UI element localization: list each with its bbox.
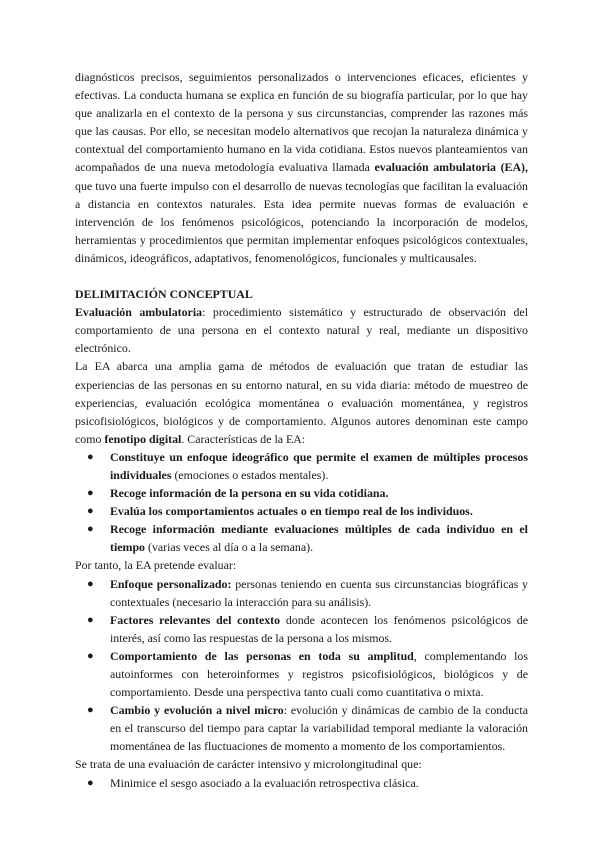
- bullet-icon: ●: [87, 450, 94, 463]
- section-heading: DELIMITACIÓN CONCEPTUAL: [75, 287, 253, 302]
- bullet-icon: ●: [87, 704, 94, 717]
- list-item: [75, 701, 528, 755]
- aims-list: [75, 575, 528, 756]
- definition-text: : procedimiento sistemático y estructurado de observación del comportamiento de una persona en el contexto natural y real, mediante un dispositivo electrónico.: [75, 305, 528, 356]
- type-list: [75, 774, 528, 792]
- bullet-icon: ●: [87, 613, 94, 626]
- list-item-bold: Factores relevantes del contexto: [110, 612, 281, 627]
- list-item-bold: Comportamiento de las personas en toda su amplitud: [110, 648, 414, 663]
- list-item: [75, 611, 528, 647]
- list-item-bold: Recoge información mediante evaluaciones múltiples de cada individuo en el tiempo: [110, 522, 528, 555]
- list-item-text: donde acontecen los fenómenos psicológicos de interés, así como las respuestas de la persona a los mismos.: [110, 612, 528, 645]
- bullet-icon: ●: [87, 577, 94, 590]
- bullet-icon: ●: [87, 776, 94, 789]
- definition-term: Evaluación ambulatoria: [75, 305, 203, 320]
- scope-text-2: . Características de la EA:: [181, 431, 306, 446]
- list-item: [75, 484, 528, 502]
- list-item-text: , complementando los autoinformes con heteroinformes y registros psicofisiológicos, biológicos y de comportamiento. Desde una perspectiva tanto cuali como cuantitativa o mixta.: [110, 648, 528, 700]
- list-item-bold: Cambio y evolución a nivel micro: [110, 703, 284, 718]
- scope-paragraph: [75, 357, 528, 447]
- list-item: [75, 647, 528, 701]
- list-item-bold: Evalúa los comportamientos actuales o en tiempo real de los individuos.: [110, 504, 473, 519]
- scope-text-1: La EA abarca una amplia gama de métodos de evaluación que tratan de estudiar las experiencias de las personas en su entorno natural, en su vida diaria: método de muestreo de experiencias, evaluación ecológica momentánea o evaluación momentánea, y registros psicofisiológicos, biológicos y de comportamiento. Algunos autores denominan este campo como: [75, 359, 528, 446]
- list-item-text: personas teniendo en cuenta sus circunstancias biográficas y contextuales (necesario la interacción para su análisis).: [110, 576, 529, 609]
- bullet-icon: ●: [87, 505, 94, 518]
- list-item: [75, 774, 528, 792]
- features-list: [75, 448, 528, 557]
- type-intro: Se trata de una evaluación de carácter intensivo y microlongitudinal que:: [75, 757, 422, 772]
- list-item-bold: Enfoque personalizado:: [110, 576, 232, 591]
- list-item-bold: Recoge información de la persona en su vida cotidiana.: [110, 486, 389, 501]
- definition-paragraph: [75, 303, 528, 357]
- list-item: [75, 575, 528, 611]
- list-item-text: : evolución y dinámicas de cambio de la conducta en el transcurso del tiempo para captar la variabilidad temporal mediante la valoración momentánea de las fluctuaciones de momento a momento de los comportamientos.: [110, 703, 528, 754]
- bullet-icon: ●: [87, 649, 94, 662]
- bullet-icon: ●: [87, 523, 94, 536]
- intro-text-2: que tuvo una fuerte impulso con el desarrollo de nuevas tecnologías que facilitan la evaluación a distancia en contextos naturales. Esta idea permite nuevas formas de evaluación e intervención de los fenómenos psicológicos, potenciando la incorporación de modelos, herramientas y procedimientos que permitan implementar enfoques psicológicos contextuales, dinámicos, ideográficos, adaptativos, fenomenológicos, funcionales y multicausales.: [75, 178, 528, 265]
- list-item-text: (varias veces al día o a la semana).: [145, 540, 314, 555]
- list-item: [75, 520, 528, 556]
- bullet-icon: ●: [87, 487, 94, 500]
- scope-text-bold: fenotipo digital: [104, 431, 182, 446]
- evaluate-intro: Por tanto, la EA pretende evaluar:: [75, 558, 237, 573]
- list-item-text: Minimice el sesgo asociado a la evaluación retrospectiva clásica.: [110, 775, 419, 790]
- intro-text-1: diagnósticos precisos, seguimientos personalizados o intervenciones eficaces, eficientes y efectivas. La conducta humana se explica en función de su biografía particular, por lo que hay que analizarla en el contexto de la persona y sus circunstancias, comprender las razones más que las causas. Por ello, se necesitan modelo alternativos que recojan la naturaleza dinámica y contextual del comportamiento humano en la vida cotidiana. Estos nuevos planteamientos van acompañados de una nueva metodología evaluativa llamada: [75, 70, 528, 175]
- list-item-bold: Constituye un enfoque ideográfico que permite el examen de múltiples procesos individuales: [110, 449, 528, 482]
- list-item-text: (emociones o estados mentales).: [171, 467, 329, 482]
- list-item: [75, 502, 528, 520]
- list-item: [75, 448, 528, 484]
- intro-text-bold: evaluación ambulatoria (EA),: [374, 160, 528, 175]
- intro-paragraph: [75, 68, 528, 267]
